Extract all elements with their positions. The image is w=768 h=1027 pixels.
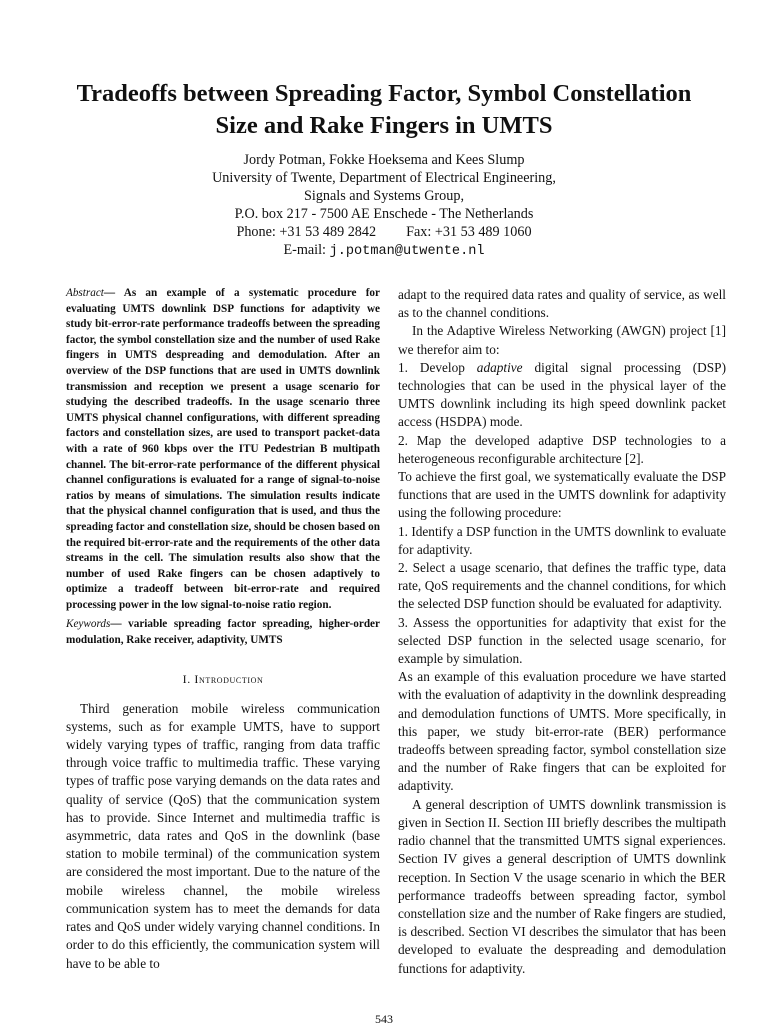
procedure-step-1: 1. Identify a DSP function in the UMTS downlink to evaluate for adaptivity. [398,523,726,557]
abstract: Abstract— As an example of a systematic procedure for evaluating UMTS downlink DSP functions for adaptivity we study bit-error-rate performance tradeoffs between the spreading factor, the symbol constellation size and the number of used Rake fingers in UMTS despreading and demodulation. After an overview of the DSP functions that are used in UMTS downlink transmission and reception we present a usage scenario for studying the described tradeoffs. In the usage scenario three UMTS physical channel configurations, with different spreading factors and constellation sizes, are used to transport packet-data with a rate of 960 kbps over the ITU Pedestrian B multipath channel. The bit-error-rate performance of the different physical channel configurations is evaluated for a range of signal-to-noise ratios by means of simulations. The simulation results indicate that the physical channel configuration that is used, and thus the spreading factor and constellation size, should be chosen based on the required bit-error-rate and the requirements of the other data streams in the cell. The simulation results also show that the number of used Rake fingers can be chosen adaptively to optimize a tradeoff between bit-error-rate and required processing power in the low signal-to-noise ratio region. [66,287,380,611]
aim-item-1 [398,359,726,432]
section-title: Introduction [194,671,264,686]
section-heading-introduction [66,672,380,687]
email-address[interactable]: j.potman@utwente.nl [329,244,485,260]
affiliation-line-2: Signals and Systems Group, [303,188,464,205]
procedure-step-3: 3. Assess the opportunities for adaptivity that exist for the selected DSP function in the selected usage scenario, for example by simulation. [398,614,726,667]
aim-item-1-emphasis: adaptive [476,359,523,375]
affiliation-line-1: University of Twente, Department of Electrical Engineering, [212,170,556,187]
procedure-step-2: 2. Select a usage scenario, that defines the traffic type, data rate, QoS requirements and the channel conditions, for which the selected DSP function should be evaluated for adaptivity. [398,560,726,612]
abstract-label: Abstract [66,287,104,299]
keywords-label: Keywords [66,618,111,631]
section-number: I. [182,671,191,686]
paragraph-procedure: To achieve the first goal, we systematically evaluate the DSP functions that are used in the UMTS downlink for adaptivity using the following procedure: [398,469,726,521]
aim-item-2: 2. Map the developed adaptive DSP technologies to a heterogeneous reconfigurable architecture [2]. [398,432,726,466]
postal-address: P.O. box 217 - 7500 AE Enschede - The Netherlands [234,206,534,223]
paper-title [40,78,728,142]
abstract-text: As an example of a systematic procedure for evaluating UMTS downlink DSP functions for adaptivity we study bit-error-rate performance tradeoffs between the spreading factor, the symbol constellation size and the number of used Rake fingers in UMTS despreading and demodulation. After an overview of the DSP functions that are used in UMTS downlink transmission and reception we present a usage scenario for studying the described tradeoffs. In the usage scenario three UMTS physical channel configurations, with different spreading factors and constellation sizes, are used to transport packet-data with a rate of 960 kbps over the ITU Pedestrian B multipath channel. The bit-error-rate performance of the different physical channel configurations is evaluated for a range of signal-to-noise ratios by means of simulations. The simulation results indicate that the physical channel configuration that is used, and thus the spreading factor and constellation size, should be chosen based on the required bit-error-rate and the requirements of the other data streams in the cell. The simulation results also show that the number of used Rake fingers can be chosen adaptively to optimize a tradeoff between bit-error-rate and required processing power in the low signal-to-noise ratio region. [66,287,380,611]
paragraph-paper-outline: A general description of UMTS downlink transmission is given in Section II. Section III briefly describes the multipath radio channel that the transmitted UMTS signal experiences. Section IV gives a general description of UMTS downlink reception. In Section V the usage scenario in which the BER performance tradeoffs between spreading factor, symbol constellation size and the number of Rake fingers are studied, is described. Section VI describes the simulator that has been developed to evaluate the despreading and demodulation functions for adaptivity. [398,796,726,976]
contact-numbers [40,223,728,241]
right-column [398,286,726,978]
title-line-1: Tradeoffs between Spreading Factor, Symbol Constellation [76,80,692,107]
left-column [66,286,380,973]
aim-item-1-text: digital signal processing (DSP) technologies that can be used in the physical layer of the UMTS downlink including its high speed downlink packet access (HSDPA) mode. [398,359,726,430]
fax-number: Fax: +31 53 489 1060 [406,224,532,241]
author-names: Jordy Potman, Fokke Hoeksema and Kees Slump [243,152,525,168]
keywords-text: variable spreading factor spreading, higher-order modulation, Rake receiver, adaptivity, UMTS [66,618,380,647]
paragraph-evaluation-example: As an example of this evaluation procedure we have started with the evaluation of adaptivity in the downlink despreading and demodulation functions of UMTS. More specifically, in this paper, we study bit-error-rate (BER) performance tradeoffs between spreading factor, symbol constellation size and the number of Rake fingers that can be exploited for adaptivity. [398,669,726,794]
paragraph-project-aims: In the Adaptive Wireless Networking (AWGN) project [1] we therefor aim to: [398,323,726,357]
phone-number: Phone: +31 53 489 2842 [236,224,377,241]
page-number: 543 [375,1012,393,1026]
author-block [40,151,728,262]
keywords: Keywords— variable spreading factor spreading, higher-order modulation, Rake receiver, adaptivity, UMTS [66,618,380,647]
paragraph-continuation: adapt to the required data rates and quality of service, as well as to the channel conditions. [398,287,726,321]
intro-paragraph: Third generation mobile wireless communication systems, such as for example UMTS, have to support widely varying types of traffic, ranging from data traffic through voice traffic to multimedia traffic. These varying types of traffic pose varying demands on the data rates and quality of service (QoS) that the communication system has to provide. Since Internet and multimedia traffic is asymmetric, data rates and QoS in the downlink (base station to mobile terminal) of the communication system are considered the most important. Due to the nature of the mobile wireless channel, the mobile wireless communication system has to meet the demands for data rates and QoS under widely varying channel conditions. In order to do this efficiently, the communication system will have to be able to [66,700,380,971]
email-line [40,241,728,261]
title-line-2: Size and Rake Fingers in UMTS [215,112,553,139]
aim-item-1-prefix: 1. Develop [398,359,465,375]
email-label: E-mail: [283,242,326,259]
